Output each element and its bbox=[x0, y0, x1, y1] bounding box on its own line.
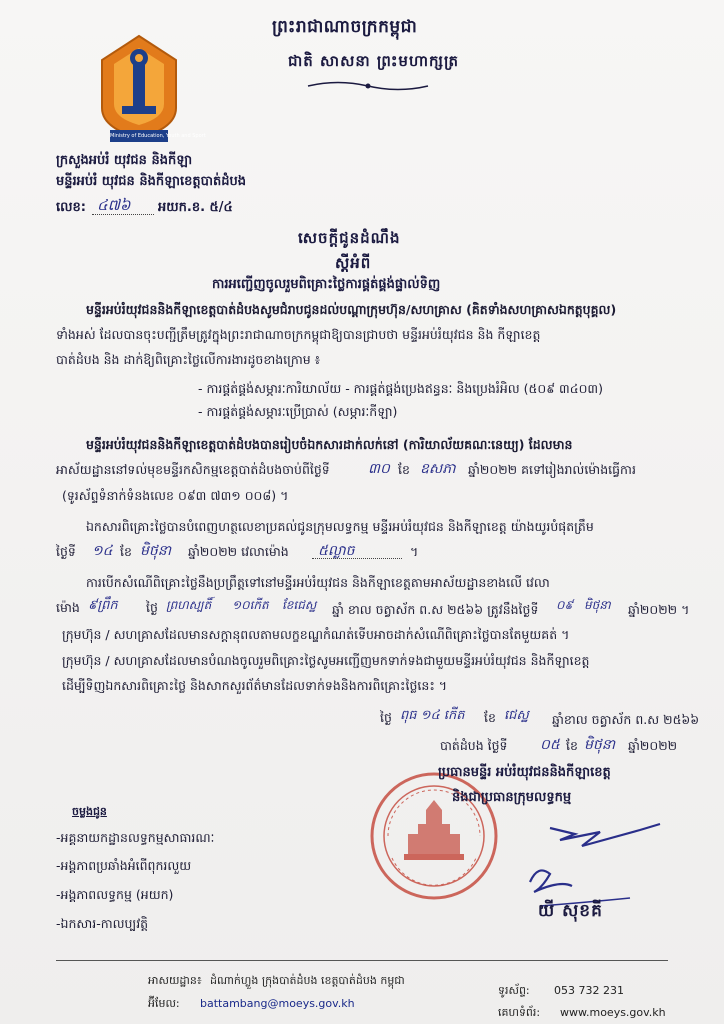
deadline-day: ១៤ bbox=[92, 543, 113, 559]
logo-caption: Ministry of Education, Youth and Sport bbox=[110, 133, 206, 139]
place-day: ០៥ bbox=[540, 737, 560, 753]
recipient-item-2: -អង្គភាពប្រឆាំងអំពើពុករលួយ bbox=[56, 858, 192, 873]
footer-email[interactable]: battambang@moeys.gov.kh bbox=[200, 997, 355, 1010]
sale-month-label: ខែ bbox=[398, 462, 410, 477]
paragraph-2-line-2: អាស័យដ្ឋាននៅទល់មុខមន្ទីរកសិកម្មខេត្តបាត់ដំបងចាប់ពីថ្ងៃទី bbox=[56, 462, 330, 477]
opening-day: ០៩ bbox=[556, 598, 573, 612]
footer-phone-label: ទូរស័ព្ទ: bbox=[498, 984, 530, 997]
footer-divider bbox=[56, 960, 668, 961]
motto-ornament bbox=[303, 78, 433, 92]
footer-phone: 053 732 231 bbox=[554, 984, 624, 997]
opening-weekday: ព្រហស្បតិ៍ bbox=[166, 598, 212, 612]
footer-website[interactable]: www.moeys.gov.kh bbox=[560, 1006, 666, 1019]
paragraph-4-line-1: ការបើកសំណើពិគ្រោះថ្លៃនឹងប្រព្រឹត្តទៅនៅមន្ទីរអប់រំយុវជន និងកីឡាខេត្តតាមអាស័យដ្ឋានខាងលើ វេលា bbox=[86, 575, 550, 590]
opening-hour: ៩ព្រឹក bbox=[88, 598, 118, 613]
opening-day-label: ថ្ងៃ bbox=[146, 600, 158, 615]
deadline-time-dotline bbox=[312, 558, 402, 559]
paragraph-1-line-2: ទាំងអស់ ដែលបានចុះបញ្ជីត្រឹមត្រូវក្នុងព្រះរាជាណាចក្រកម្ពុជាឱ្យបានជ្រាបថា មន្ទីរអប់រំយុវជន និង កីឡាខេត្ត bbox=[56, 327, 541, 342]
ministry-logo bbox=[92, 30, 206, 150]
reference-label: លេខ: bbox=[56, 200, 86, 215]
deadline-day-label: ថ្ងៃទី bbox=[56, 544, 76, 559]
opening-month: មិថុនា bbox=[584, 598, 611, 612]
paragraph-6-line-1: ក្រុមហ៊ុន / សហគ្រាសដែលមានបំណងចូលរួមពិគ្រោះថ្លៃសូមអញ្ជើញមកទាក់ទងជាមួយមន្ទីរអប់រំយុវជន និងកីឡាខេត្ត bbox=[62, 653, 590, 668]
subject-label: ស្ដីអំពី bbox=[335, 254, 372, 272]
paragraph-3-line-1: ឯកសារពិគ្រោះថ្លៃបានបំពេញហត្ថលេខាប្រគល់ជូនក្រុមលទ្ធកម្ម មន្ទីរអប់រំយុវជន និងកីឡាខេត្ត យ៉ាងយូរបំផុតត្រឹម bbox=[86, 519, 594, 534]
recipients-heading: ចម្លងជូន bbox=[72, 805, 107, 818]
signer-title-1: ប្រធានមន្ទីរ អប់រំយុវជននិងកីឡាខេត្ត bbox=[438, 765, 611, 780]
paragraph-2-line-3: (ទូរស័ព្ទទំនាក់ទំនងលេខ ០៩៣ ៧៣១ ០០៨) ។ bbox=[62, 488, 289, 503]
place-year: ឆ្នាំ២០២២ bbox=[628, 738, 678, 753]
sale-start-day: ៣០ bbox=[368, 461, 390, 477]
notice-subject: ការអញ្ជើញចូលរួមពិគ្រោះថ្លៃការផ្គត់ផ្គង់ផ្ទាល់ទិញ bbox=[212, 277, 441, 292]
signer-title-2: និងជាប្រធានក្រុមលទ្ធកម្ម bbox=[452, 790, 572, 805]
notice-title: សេចក្ដីជូនដំណឹង bbox=[298, 229, 401, 247]
deadline-time: ៥ល្ងាច bbox=[318, 543, 355, 559]
place-month: មិថុនា bbox=[584, 737, 616, 753]
footer-address: ដំណាក់ហ្លួង ក្រុងបាត់ដំបង ខេត្តបាត់ដំបង កម្ពុជា bbox=[210, 974, 405, 987]
opening-lunar-day: ១០កើត bbox=[232, 598, 269, 612]
footer-address-label: អាសយដ្ឋាន៖ bbox=[148, 974, 202, 987]
national-motto: ជាតិ សាសនា ព្រះមហាក្សត្រ bbox=[288, 52, 459, 70]
footer-website-label: គេហទំព័រ: bbox=[498, 1006, 541, 1019]
place-date-label: បាត់ដំបង ថ្ងៃទី bbox=[440, 738, 508, 753]
lunar-year: ឆ្នាំខាល ចត្វាស័ក ព.ស ២៥៦៦ bbox=[552, 712, 700, 727]
recipient-item-4: -ឯកសារ-កាលប្បវត្តិ bbox=[56, 916, 149, 931]
paragraph-1-line-1: មន្ទីរអប់រំយុវជននិងកីឡាខេត្តបាត់ដំបងសូមជំរាបជូនដល់បណ្ដាក្រុមហ៊ុន/សហគ្រាស (គិតទាំងសហគ្រាសឯកត្តបុគ្គល) bbox=[86, 302, 617, 317]
reference-number: ៤៧៦ bbox=[97, 196, 131, 214]
work-item-1: - ការផ្គត់ផ្គង់សម្ភារៈការិយាល័យ - ការផ្គត់ផ្គង់ប្រេងឥន្ធនៈ និងប្រេងរំអិល (៥០៩ ៣៤០៣) bbox=[198, 381, 603, 396]
opening-hour-label: ម៉ោង bbox=[56, 600, 80, 615]
opening-year-text: ឆ្នាំ ខាល ចត្វាស័ក ព.ស ២៥៦៦ ត្រូវនឹងថ្ងៃទី bbox=[332, 602, 539, 617]
ministry-name: ក្រសួងអប់រំ យុវជន និងកីឡា bbox=[56, 153, 193, 168]
lunar-date-label: ថ្ងៃ bbox=[380, 710, 392, 725]
sale-start-month: ឧសភា bbox=[420, 461, 456, 477]
footer-email-label: អ៊ីមែល: bbox=[148, 997, 180, 1010]
place-month-label: ខែ bbox=[566, 738, 578, 753]
deadline-month-label: ខែ bbox=[120, 544, 132, 559]
lunar-month-label: ខែ bbox=[484, 710, 496, 725]
kingdom-header: ព្រះរាជាណាចក្រកម្ពុជា bbox=[272, 17, 418, 37]
department-name: មន្ទីរអប់រំ យុវជន និងកីឡាខេត្តបាត់ដំបង bbox=[56, 174, 246, 189]
sale-start-year: ឆ្នាំ២០២២ គទៅរៀងរាល់ម៉ោងធ្វើការ bbox=[468, 462, 636, 477]
opening-year: ឆ្នាំ២០២២ ។ bbox=[628, 602, 690, 617]
signer-name: យី សុខគី bbox=[538, 901, 603, 921]
paragraph-6-line-2: ដើម្បីទិញឯកសារពិគ្រោះថ្លៃ និងសាកសួរព័ត៌មានដែលទាក់ទងនិងការពិគ្រោះថ្លៃនេះ ។ bbox=[62, 678, 448, 693]
paragraph-2-line-1: មន្ទីរអប់រំយុវជននិងកីឡាខេត្តបាត់ដំបងបានរៀបចំឯកសារដាក់លក់នៅ (ការិយាល័យគណៈនេយ្យ) ដែលមាន bbox=[86, 437, 573, 452]
paragraph-5: ក្រុមហ៊ុន / សហគ្រាសដែលមានសក្ដានុពលតាមលក្ខខណ្ឌកំណត់ទើបអាចដាក់សំណើពិគ្រោះថ្លៃបានតែមួយគត់ ។ bbox=[62, 627, 570, 642]
deadline-month: មិថុនា bbox=[140, 543, 172, 559]
lunar-date-value: ពុធ ១៤ កើត bbox=[400, 708, 465, 723]
reference-dotline bbox=[92, 214, 154, 215]
opening-lunar-month: ខែជេស្ឋ bbox=[282, 598, 317, 612]
reference-suffix: អយក.ខ. ៥/៤ bbox=[158, 200, 233, 215]
recipient-item-1: -អគ្គនាយកដ្ឋានលទ្ធកម្មសាធារណៈ bbox=[56, 830, 215, 845]
lunar-month: ជេស្ឋ bbox=[504, 708, 529, 723]
deadline-end: ។ bbox=[410, 544, 419, 559]
recipient-item-3: -អង្គភាពលទ្ធកម្ម (អយក) bbox=[56, 887, 174, 902]
work-item-2: - ការផ្គត់ផ្គង់សម្ភារៈប្រើប្រាស់ (សម្ភារៈកីឡា) bbox=[198, 404, 398, 419]
deadline-year: ឆ្នាំ២០២២ វេលាម៉ោង bbox=[188, 544, 289, 559]
paragraph-1-line-3: បាត់ដំបង និង ដាក់ឱ្យពិគ្រោះថ្លៃលើការងារដូចខាងក្រោម ៖ bbox=[56, 352, 321, 367]
